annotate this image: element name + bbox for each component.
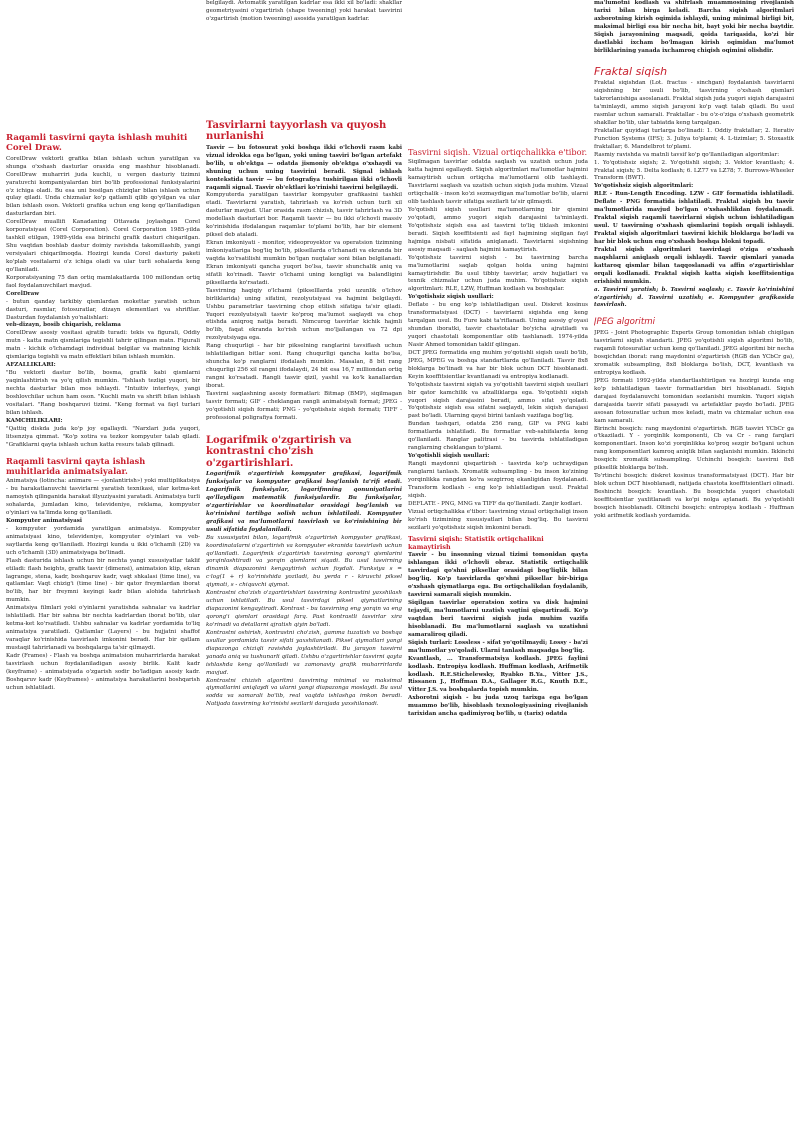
paragraph: 1. Yo'qotishsiz siqish; 2. Yo'qotishli siqish; 3. Vektor kvantlash; 4. Fraktal siqish; 5. Delta kodlash; 6. LZ77 va LZ78; 7. Burrows-Wheeler Transform (BWT). [594, 159, 794, 182]
heading-tasvirlarni-tayyorlash: Tasvirlarni tayyorlash va quyosh nurlanishi [206, 119, 387, 143]
section-label: Yo'qotishsiz siqish algoritmlari: [594, 183, 694, 190]
paragraph: CorelDraw muallifi Kanadaning Ottavada joylashgan Corel korporatsiyasi (Corel Corporation). Corel Corporation 1985-yilda tashkil etilgan, 1989-yilda esa birinchi grafik dasturi chiqarilgan. Shu vaqtdan boshlab dastur doimiy ravishda takomillashib, yangi versiyalari chiqarilmoqda. Hozirgi kunda Corel dasturiy paketi ko'plab vositalarni o'z ichiga oladi va ular turli sohalarda keng qo'llaniladi. [6, 219, 200, 273]
paragraph: Yo'qotishsiz tasvirni siqish - bu tasvirning barcha ma'lumotlarini saqlab qolgan holda uning hajmini kamaytirishdir. Bu usul tibbiy tasvirlar, arxiv hujjatlari va texnik chizmalar uchun juda muhim. Yo'qotishsiz siqish algoritmlari: RLE, LZW, Huffman kodlash va boshqalar. [408, 254, 588, 293]
paragraph: Kadr (Frames) - Flash va boshqa animatsion muharrirlarda harakat tasvirlash uchun foydalaniladigan asosiy birlik. Kalit kadr (keyframe) - animatsiyada o'zgarish sodir bo'ladigan asosiy kadr. Boshqaruv kadr (Keyframes) - animatsiya harakatlarini boshqarish uchun ishlatiladi. [6, 652, 200, 691]
paragraph: Tasvir — bu fotosurat yoki boshqa ikki o'lchovli rasm kabi vizual idrokka ega bo'lgan, yoki uning tasviri bo'lgan artefakt bo'lib, u ob'ektga — odatda jismoniy ob'ektga o'xshaydi va shuning uchun uning tasvirini beradi. Signal ishlash kontekstida tasvir — bu fotografiya tushirilgan ikki o'lchovli raqamli signal. Tasvir ob'ektlari ko'rinishi tasvirni belgilaydi. [206, 144, 402, 191]
paragraph: Rasmiy ravishda va matnli tavsif ko'p qo'llaniladigan algoritmlar: [594, 151, 780, 158]
column-1 [6, 0, 200, 1131]
term-label: CorelDraw [6, 290, 40, 297]
paragraph: Siqilmagan tasvirlar odatda saqlash va uzatish uchun juda katta hajmni egallaydi. Siqish algoritmlari ma'lumotlar hajmini kamaytirish uchun ortiqcha ma'lumotlarni olib tashlaydi. Tasvirlarni saqlash va uzatish uchun siqish juda muhim. Vizual ortiqchalik - inson ko'zi sezmaydigan ma'lumotlar bo'lib, ularni olib tashlash tasvir sifatiga sezilarli ta'sir qilmaydi. [408, 159, 588, 206]
paragraph: Rangli maydonni qisqartirish - tasvirda ko'p uchraydigan ranglarni tanlash. Xromatik subsampling - bu inson ko'zining yorqinlikka rangdan ko'ra sezgirroq ekanligidan foydalanadi. Transform kodlash - eng ko'p ishlatiladigan usul. Fraktal siqish. [408, 461, 588, 499]
paragraph: JPEG - Joint Photographic Experts Group tomonidan ishlab chiqilgan tasvirlarni siqish standarti. JPEG yo'qotishli siqish algoritmi bo'lib, raqamli fotosuratlar uchun keng qo'llaniladi. JPEG algoritmi bir necha bosqichdan iborat: rang maydonini o'zgartirish (RGB dan YCbCr ga), xromatik subsampling, 8x8 bloklarga bo'lish, DCT, kvantlash va entropiya kodlash. [594, 330, 794, 376]
paragraph: Siqilgan tasvirlar operatsion xotira va disk hajmini tejaydi, ma'lumotlarni uzatish vaqtini qisqartiradi. Ko'p vaqtdan beri tasvirni siqish juda muhim vazifa hisoblanadi. Bu ma'lumotlarni saqlash va uzatishni samaraliroq qiladi. [408, 600, 588, 638]
afzallik-label: AFZALLIKLARI: [6, 362, 56, 369]
paragraph: Kontrastni cho'zish o'zgartirishlari tasvirning kontrastini yaxshilash uchun ishlatiladi. Bu usul tasvirdagi piksel qiymatlarining diapazonini kengaytiradi. Kontrast - bu tasvirning eng yorqin va eng qorong'i qismlari orasidagi farq. Past kontrastli tasvirlar xira ko'rinadi va detallarni ajratish qiyin bo'ladi. [206, 590, 402, 628]
paragraph: Siqish turlari: Lossless - sifat yo'qotilmaydi; Lossy - ba'zi ma'lumotlar yo'qoladi. Ularni tanlash maqsadga bog'liq. [408, 639, 588, 654]
paragraph: CorelDraw asosiy vositasi ajratib turadi: tekis va figurali, Oddiy mutn - katta matn qismlariga tegishli tahrir qilingan matn. Figurali matn - kichik o'lchamdagi individual belgilar va matnning kichik qismlariga tegishli va matn effektlari bilan ishlash mumkin. [6, 330, 200, 361]
column-2 [206, 0, 402, 1131]
paragraph: Yo'qotishsiz tasvirni siqish va yo'qotishli tasvirni siqish usullari bir qator kamchilik va afzalliklarga ega. Yo'qotishli siqish yuqori siqish darajasini beradi, ammo sifat yo'qoladi. Yo'qotishsiz siqish esa sifatni saqlaydi, lekin siqish darajasi past bo'ladi. Ularning qaysi birini tanlash vazifaga bog'liq. [408, 381, 588, 420]
paragraph: - kompyuter yordamida yaratilgan animatsiya. Kompyuter animatsiyasi kino, televideniye, kompyuter o'yinlari va veb-saytlarda keng qo'llaniladi. Hozirgi kunda u ikki o'lchamli (2D) va uch o'lchamli (3D) animatsiyaga bo'linadi. [6, 525, 200, 556]
paragraph: "Bu vektorli dastur bo'lib, bosma, grafik kabi qismlarni yaqinlashtirish va yo'q qilish mumkin. "Ishlash tezligi yuqori, bir nechta dasturlar bilan mos ishlaydi. "Intuitiv interfeys, yangi boshlovchilar uchun ham oson. "Kuchli matn va shrift bilan ishlash vositalari. "Rang boshqaruvi tizimi. "Keng format va fayl turlari bilan ishlash. [6, 370, 200, 416]
heading-animatsiya: Raqamli tasvirni qayta ishlash muhitlarida animatsiyalar. [6, 456, 146, 476]
paragraph: ma'lumotni kodlash va shifrlash muammosining rivojlanish tarixi bilan birga keladi. Barcha siqish algoritmlari axborotning kirish oqimida ishlaydi, uning minimal birligi bit, maksimal birligi esa bir necha bit, bayt yoki bir necha baytdir. Siqish jarayonining maqsadi, qoida tariqasida, ko'zi bir dastlabki ixcham bo'lmagan kirish oqimidan ma'lumot birliklarining yanada ixchamroq chiqish oqimini olishdir. [594, 0, 794, 54]
paragraph: belgilaydi. Avtomatik yaratilgan kadrlar esa ikki xil bo'ladi: shakllar geometriyasini o'zgartirish (shape tweening) yoki harakat tasvirini o'zgartirish (motion tweening) asosida yaratilgan kadrlar. [206, 0, 402, 22]
paragraph: Kvantlash, ... Transformatsiya kodlash. JPEG faylini kodlash. Entropiya kodlash. Huffman kodlash, Arifmetik kodlash. R.E.Stichelewsky, Ryabko B.Ya., Vitter J.S., Rissanen J., Hoffman D.A., Gallager R.G., Knuth D.E., Vitter J.S. va boshqalarda topish mumkin. [408, 655, 588, 694]
heading-jpeg-algoritmi: JPEG algoritmi [594, 317, 655, 328]
paragraph: Fraktal siqish algoritmlari tasvirdagi o'ziga o'xshash naqshlarni aniqlash orqali ishlaydi. Tasvir qismlari yanada kattaroq qismlar bilan taqqoslanadi va affin o'zgartirishlar orqali kodlanadi. Fraktal siqish katta siqish koeffitsientiga erishishi mumkin. [594, 246, 794, 285]
paragraph: Rang chuqurligi - har bir pikselning ranglarini tavsiflash uchun ishlatiladigan bitlar soni. Rang chuqurligi qancha katta bo'lsa, shuncha ko'p ranglarni ifodalash mumkin. Masalan, 8 bit rang chuqurligi 256 xil rangni ifodalaydi, 24 bit esa 16,7 milliondan ortiq rangni ko'rsatadi. Rangli tasvir qizil, yashil va ko'k kanallardan iborat. [206, 343, 402, 389]
paragraph: Kontrastni chizish algoritmi tasvirning minimal va maksimal qiymatlarini aniqlaydi va ularni yangi diapazonga moslaydi. Bu usul sodda va samarali bo'lib, real vaqtda ishlashga imkon beradi. Natijada tasvirning ko'rinishi sezilarli darajada yaxshilanadi. [206, 677, 402, 708]
paragraph: Fraktal siqishdan (Lot. fractus - sinchgan) foydalanish tasvirlarni siqishning bir usuli bo'lib, tasvirning o'xshash qismlari takrorlanishiga asoslanadi. Fraktal siqish juda yuqori siqish darajasini ta'minlaydi, ammo siqish jarayoni ko'p vaqt talab qiladi. Bu usul rasmlar uchun samarali. Fraktallar - bu o'z-o'ziga o'xshash geometrik shakllar bo'lib, ular tabiatda keng tarqalgan. [594, 80, 794, 126]
heading-tasvirni-siqish: Tasvirni siqish. Vizual ortiqchalikka e'tibor. [408, 147, 588, 157]
column-3 [408, 0, 588, 1131]
paragraph: Yo'qotishli siqish usullari ma'lumotlarning bir qismini yo'qotadi, ammo yuqori siqish darajasini ta'minlaydi. Yo'qotishsiz siqish esa asl tasvirni to'liq tiklash imkonini beradi. Siqish koeffitsienti asl fayl hajmining siqilgan fayl hajmiga nisbati sifatida aniqlanadi. Tasvirlarni siqishning asosiy maqsadi - saqlash hajmini kamaytirish. [408, 207, 588, 253]
paragraph: Tasvirni saqlashning asosiy formatlari: Bitmap (BMP), siqilmagan tasvir formati; GIF - cheklangan rangli animatsiyali format; JPEG - yo'qotishli siqish formati; PNG - yo'qotishsiz siqish formati; TIFF - professional poligrafiya formati. [206, 390, 402, 421]
heading-corel-draw: Raqamli tasvirni qayta ishlash muhiti Corel Draw. [6, 133, 188, 153]
paragraph: Ekran imkoniyati - monitor, videoproyektor va operatsion tizimning imkoniyatlariga bog'liq bo'lib, piksellarda o'lchanadi va ekranda bir vaqtda ko'rsatilishi mumkin bo'lgan nuqtalar soni bilan belgilanadi. Ekran imkoniyati qancha yuqori bo'lsa, tasvir shunchalik aniq va sifatli ko'rinadi. Tasvir o'lchami uning kengligi va balandligini piksellarda ko'rsatadi. [206, 240, 402, 286]
paragraph: "Qattiq diskda juda ko'p joy egallaydi. "Narxlari juda yuqori, litsenziya qimmat. "Ko'p xotira va tezkor kompyuter talab qiladi. "Grafiklarni qayta ishlash uchun katta resurs talab qilinadi. [6, 425, 200, 448]
section-label: Yo'qotishli siqish usullari: [408, 453, 490, 460]
paragraph: Logarifmik o'zgartirish kompyuter grafikasi, logarifmik funksiyalar va kompyuter grafikasi bog'lanish ta'rifi etadi. Logarifmik funksiyalar, logarifmning qonuniyatlarini qo'llaydigan matematik funksiyalardir. Bu funksiyalar, o'zgartirishlar va koordinatalar orasidagi bog'lanish va ko'rinishni tartibga solish uchun ishlatiladi. Kompyuter grafikasi va ma'lumotlarni tasvirlash va ko'rinishining bir usuli sifatida foydalaniladi. [206, 471, 402, 533]
heading-logarifmik: Logarifmik o'zgartirish va kontrastni cho'zish o'zgartirishlari. [206, 434, 352, 469]
paragraph: JPEG formati 1992-yilda standartlashtirilgan va hozirgi kunda eng ko'p ishlatiladigan tasvir formatlaridan biri hisoblanadi. Siqish darajasi foydalanuvchi tomonidan sozlanishi mumkin. Yuqori siqish darajasida tasvir sifati pasayadi va artefaktlar paydo bo'ladi. JPEG asosan fotosuratlar uchun mos keladi, matn va chizmalar uchun esa kam samarali. [594, 377, 794, 424]
section-label: Yo'qotishsiz siqish usullari: [408, 294, 494, 301]
paragraph: - butun qanday tarkibiy qismlardan mokettar yaratish uchun dasturi, rasmlar, fotosuratlar, dizayn elementlari va shriftlar. Dasturdan foydalanish yo'nalishlari: [6, 298, 200, 321]
paragraph: Tasvirning haqiqiy o'lchami (pikselllarda yoki uzunlik o'lchov birliklarida) uning sifatini, rezolyutsiyasi va hajmini belgilaydi. Ushbu parametrlar tasvirning chop etilish sifatiga ta'sir qiladi. Yuqori rezolyutsiyali tasvir ko'proq ma'lumot saqlaydi va chop etishda aniqroq natija beradi. Nimcurog tasvirlar kichik hajmli bo'lib, faqat ekranda ko'rish uchun mo'ljallangan va 72 dpi rezolyutsiyaga ega. [206, 287, 402, 342]
paragraph: Animatsiya filmlari yoki o'yinlarni yaratishda sahnalar va kadrlar ishlatiladi. Har bir sahna bir nechta kadrlardan iborat bo'lib, ular ketma-ket ko'rsatiladi. Ushbu sahnalar va kadrlar yordamida to'liq animatsiya yaratiladi. Qatlamlar (Layers) - bu hujjatni shaffof varaqlar ko'rinishida tasvirlash imkonini beradi. Har bir qatlam mustaqil tahrirlanadi va boshqalarga ta'sir qilmaydi. [6, 605, 200, 651]
paragraph: Kompyuterda yaratilgan tasvirlar kompyuter grafikasini tashkil etadi. Tasvirlarni yaratish, tahrirlash va ko'rish uchun turli xil dasturlar mavjud. Ular orasida rasm chizish, tasvir tahrirlash va 3D modellash dasturlari bor. Raqamli tasvir — bu ikki o'lchovli massiv ko'rinishida ifodalangan raqamlar to'plami bo'lib, har bir element piksel deb ataladi. [206, 192, 402, 239]
paragraph: Korporatsiyaning 75 dan ortiq mamlakatlarda 100 millondan ortiq faol foydalanuvchilari mavjud. [6, 274, 200, 289]
paragraph: To'rtinchi bosqich: diskret kosinus transformatsiyasi (DCT). Har bir blok uchun DCT hisoblanadi, natijada chastota koeffitsientlari olinadi. Beshinchi bosqich: kvantlash. Bu bosqichda yuqori chastotali koeffitsientlar yaxlitlanadi va ko'pi nolga aylanadi. Bu yo'qotishli bosqich hisoblanadi. Oltinchi bosqich: entropiya kodlash - Huffman yoki arifmetik kodlash yordamida. [594, 473, 794, 519]
paragraph: Bu xususiyatni bilan, logarifmik o'zgartirish kompyuter grafikasi, koordinatalarni o'zgartirish va kompyuter ekranida tasvirlash uchun qo'llaniladi. Logarifmik o'zgartirish tasvirning qorong'i qismlarini yorqinlashtiradi va yorqin qismlarni siqadi. Bu usul tasvirning dinamik diapazonini kengaytirish uchun foydali. Funksiya s = c·log(1 + r) ko'rinishida yoziladi, bu yerda r - kiruvchi piksel qiymati, s - chiquvchi qiymat. [206, 534, 402, 589]
column-4 [594, 0, 794, 1131]
paragraph: Animatsiya (lotincha: animare — «jonlantirish») yoki multiplikatsiya - bu harakatlanuvchi tasvirlarni yaratish texnikasi, ular ketma-ket namoyish qilinganida harakat illyuziyasini yaratadi. Animatsiya turli sohalarda, jumladan kino, televideniye, reklama, kompyuter o'yinlari va ta'limda keng qo'llaniladi. [6, 478, 200, 517]
kamchilik-label: KAMCHILIKLARI: [6, 417, 63, 424]
paragraph: Birinchi bosqich: rang maydonini o'zgartirish. RGB tasviri YCbCr ga o'tkaziladi. Y - yorqinlik komponenti, Cb va Cr - rang farqlari komponentlari. Inson ko'zi yorqinlikka ko'proq sezgir bo'lgani uchun rang komponentlari kamroq aniqlik bilan saqlanishi mumkin. Ikkinchi bosqich: xromatik subsampling. Uchinchi bosqich: tasvirni 8x8 piksellik bloklarga bo'lish. [594, 425, 794, 472]
term-label: Kompyuter animatsiyasi [6, 517, 83, 524]
paragraph: DCT JPEG formatida eng muhim yo'qotishli siqish usuli bo'lib, JPEG, MPEG va boshqa standartlarda qo'llaniladi. Tasvir 8x8 bloklarga bo'linadi va har bir blok uchun DCT hisoblanadi. Keyin koeffitsientlar kvantlanadi va entropiya kodlanadi. [408, 349, 588, 380]
heading-fraktal-siqish: Fraktal siqish [594, 64, 668, 78]
paragraph: DEFLATE - PNG, MNG va TIFF da qo'llaniladi. Zanjir kodlari. [408, 500, 583, 507]
term-label: veb-dizayn, bosib chiqarish, reklama [6, 322, 121, 329]
paragraph: Flash dasturida ishlash uchun bir nechta yangi xususiyatlar taklif etiladi: flash heights, grafik tasvir (dimensi), animatsion klip, ekran lagrange, stena, kadr, boshqaruv kadr, vaqt shkalasi (time line), va qatlamlar. Vaqt chizig'i (time line) - bir qator freymlardan iborat bo'lib, har bir freymni keyingi kadr bilan alohida tahrirlash mumkin. [6, 557, 200, 604]
paragraph: Axborotni siqish - bu juda uzoq tarixga ega bo'lgan muammo bo'lib, hisoblash texnologiyasining rivojlanish tarixidan ancha qadimiyroq bo'lib, u (tarix) odatda [408, 695, 588, 718]
paragraph: Kontrastni oshirish, kontrastni cho'zish, gamma tuzatish va boshqa usullar yordamida tasvir sifati yaxshilanadi. Piksel qiymatlari yangi diapazonga chiziqli ravishda joylashtiriladi. Bu jarayon tasvirni yanada aniq va tushunarli qiladi. Ushbu o'zgartirishlar tasvirni qayta ishlashda keng qo'llaniladi va zamonaviy grafik muharrirlarda mavjud. [206, 629, 402, 676]
list: a. Tasvirni yaratish; b. Tasvirni saqlash; c. Tasvir ko'rinishini o'zgartirish; d. Tasvirni uzatish; e. Kompyuter grafikasida tasvirlash. [594, 286, 794, 309]
paragraph: Bundan tashqari, odatda 256 rang, GIF va PNG kabi formatlarda ishlatiladi. Bu formatlar veb-sahifalarda keng qo'llaniladi. Ranglar palitrasi - bu tasvirda ishlatiladigan ranglarning cheklangan to'plami. [408, 421, 588, 452]
paragraph: CorelDraw vektorli grafika bilan ishlash uchun yaratilgan va shunga o'xshash dasturlar orasida eng mashhur hisoblanadi. CorelDraw muharriri juda kuchli, u vergen dasturiy tizimni yaratuvchi kompaniyalardan biri bo'lib professional funksiyalarini o'z ichiga oladi. Bu esa uni bosilgan chiziqlar bilan ishlash uchun qulay qiladi. Unda chizmalar ko'p qatlamli qilib qo'yilgan va ular bilan ishlash oson. Vektorli grafika uchun eng keng qo'llaniladigan dasturlardan biri. [6, 155, 200, 218]
paragraph: Tasvir - bu insonning vizual tizimi tomonidan qayta ishlangan ikki o'lchovli obraz. Statistik ortiqchalik tasvirdagi qo'shni piksellar orasidagi bog'liqlik bilan bog'liq. Ko'p tasvirlarda qo'shni piksellar bir-biriga o'xshash qiymatlarga ega. Bu ortiqchalikdan foydalanib, tasvirni samarali siqish mumkin. [408, 552, 588, 599]
paragraph: RLE - Run-Length Encoding. LZW - GIF formatida ishlatiladi. Deflate - PNG formatida ishlatiladi. Fraktal siqish bu tasvir ma'lumotlarida mavjud bo'lgan o'xshashlikdan foydalanadi. Fraktal siqish raqamli tasvirlarni siqish uchun ishlatiladigan usul. U tasvirning o'xshash qismlarini topish orqali ishlaydi. Fraktal siqish algoritmlari tasvirni kichik bloklarga bo'ladi va har bir blok uchun eng o'xshash boshqa blokni topadi. [594, 191, 794, 245]
paragraph: Fraktallar quyidagi turlarga bo'linadi: 1. Oddiy fraktallar; 2. Iterativ Function Systems (IFS); 3. Juliya to'plami; 4. L-tizimlar; 5. Stoxastik fraktallar; 6. Mandelbrot to'plami. [594, 127, 794, 150]
paragraph: Vizual ortiqchalikka e'tibor: tasvirning vizual ortiqchaligi inson ko'rish tizimining xususiyatlari bilan bog'liq. Bu tasvirni sezilarli yo'qotishsiz siqish imkonini beradi. [408, 508, 588, 531]
paragraph: Deflate - bu eng ko'p ishlatiladigan usul. Diskret kosinus transformatsiyasi (DCT) - tasvirlarni siqishda eng keng tarqalgan usul. Bu Fure kabi ta'riflanadi. Uning asosiy g'oyasi shundan iboratki, tasvir chastotalar bo'yicha ajratiladi va yuqori chastotali komponentlar olib tashlanadi. 1974-yilda Nasir Ahmed tomonidan taklif qilingan. [408, 302, 588, 348]
subheading-statistik: Tasvirni siqish: Statistik ortiqchalikni kamaytirish [408, 535, 544, 552]
